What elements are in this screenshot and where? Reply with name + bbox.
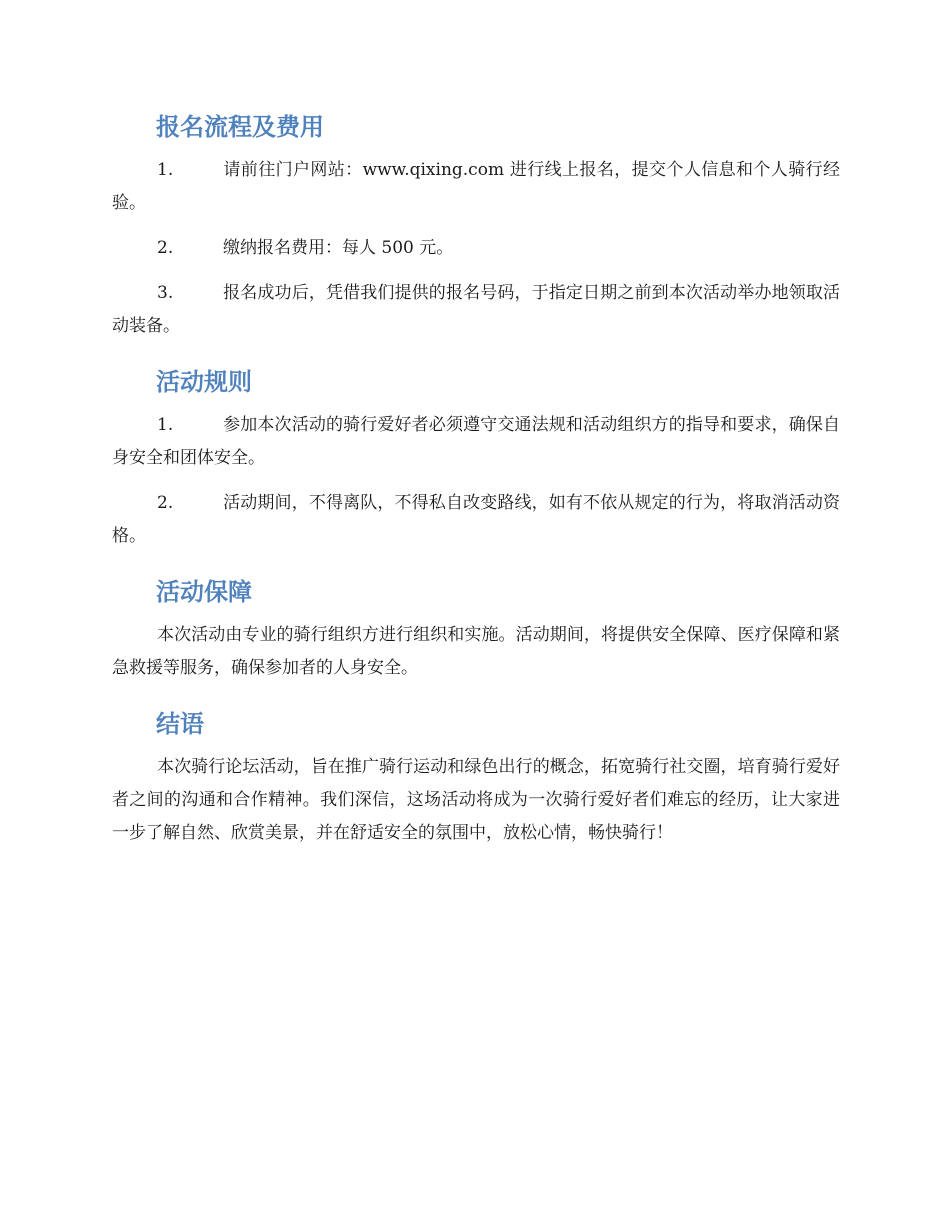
section-title-conclusion: 结语 [156, 710, 204, 738]
registration-item-3 [112, 277, 840, 343]
item-text: 报名成功后，凭借我们提供的报名号码，于指定日期之前到本次活动举办地领取活动装备。 [112, 283, 840, 336]
item-number: 2. [157, 493, 174, 513]
registration-item-2 [112, 232, 840, 265]
section-title-guarantee: 活动保障 [156, 578, 252, 606]
item-number: 2. [157, 238, 174, 258]
item-text: 活动期间，不得离队，不得私自改变路线，如有不依从规定的行为，将取消活动资格。 [112, 493, 840, 546]
item-number: 1. [157, 160, 174, 180]
item-text: 缴纳报名费用：每人 500 元。 [223, 238, 454, 258]
conclusion-paragraph: 本次骑行论坛活动，旨在推广骑行运动和绿色出行的概念，拓宽骑行社交圈，培育骑行爱好者之间的沟通和合作精神。我们深信，这场活动将成为一次骑行爱好者们难忘的经历，让大家进一步了解自然、欣赏美景，并在舒适安全的氛围中，放松心情，畅快骑行！ [112, 757, 840, 843]
item-text: 请前往门户网站：www.qixing.com 进行线上报名，提交个人信息和个人骑行经验。 [112, 160, 840, 213]
item-text: 参加本次活动的骑行爱好者必须遵守交通法规和活动组织方的指导和要求，确保自身安全和团体安全。 [112, 415, 840, 468]
document-page [112, 100, 840, 862]
item-number: 1. [157, 415, 174, 435]
section-title-rules: 活动规则 [156, 368, 252, 396]
item-number: 3. [157, 283, 174, 303]
registration-item-1 [112, 154, 840, 220]
rules-item-2 [112, 487, 840, 553]
section-title-registration: 报名流程及费用 [156, 113, 324, 141]
guarantee-paragraph: 本次活动由专业的骑行组织方进行组织和实施。活动期间，将提供安全保障、医疗保障和紧急救援等服务，确保参加者的人身安全。 [112, 625, 840, 678]
rules-item-1 [112, 409, 840, 475]
